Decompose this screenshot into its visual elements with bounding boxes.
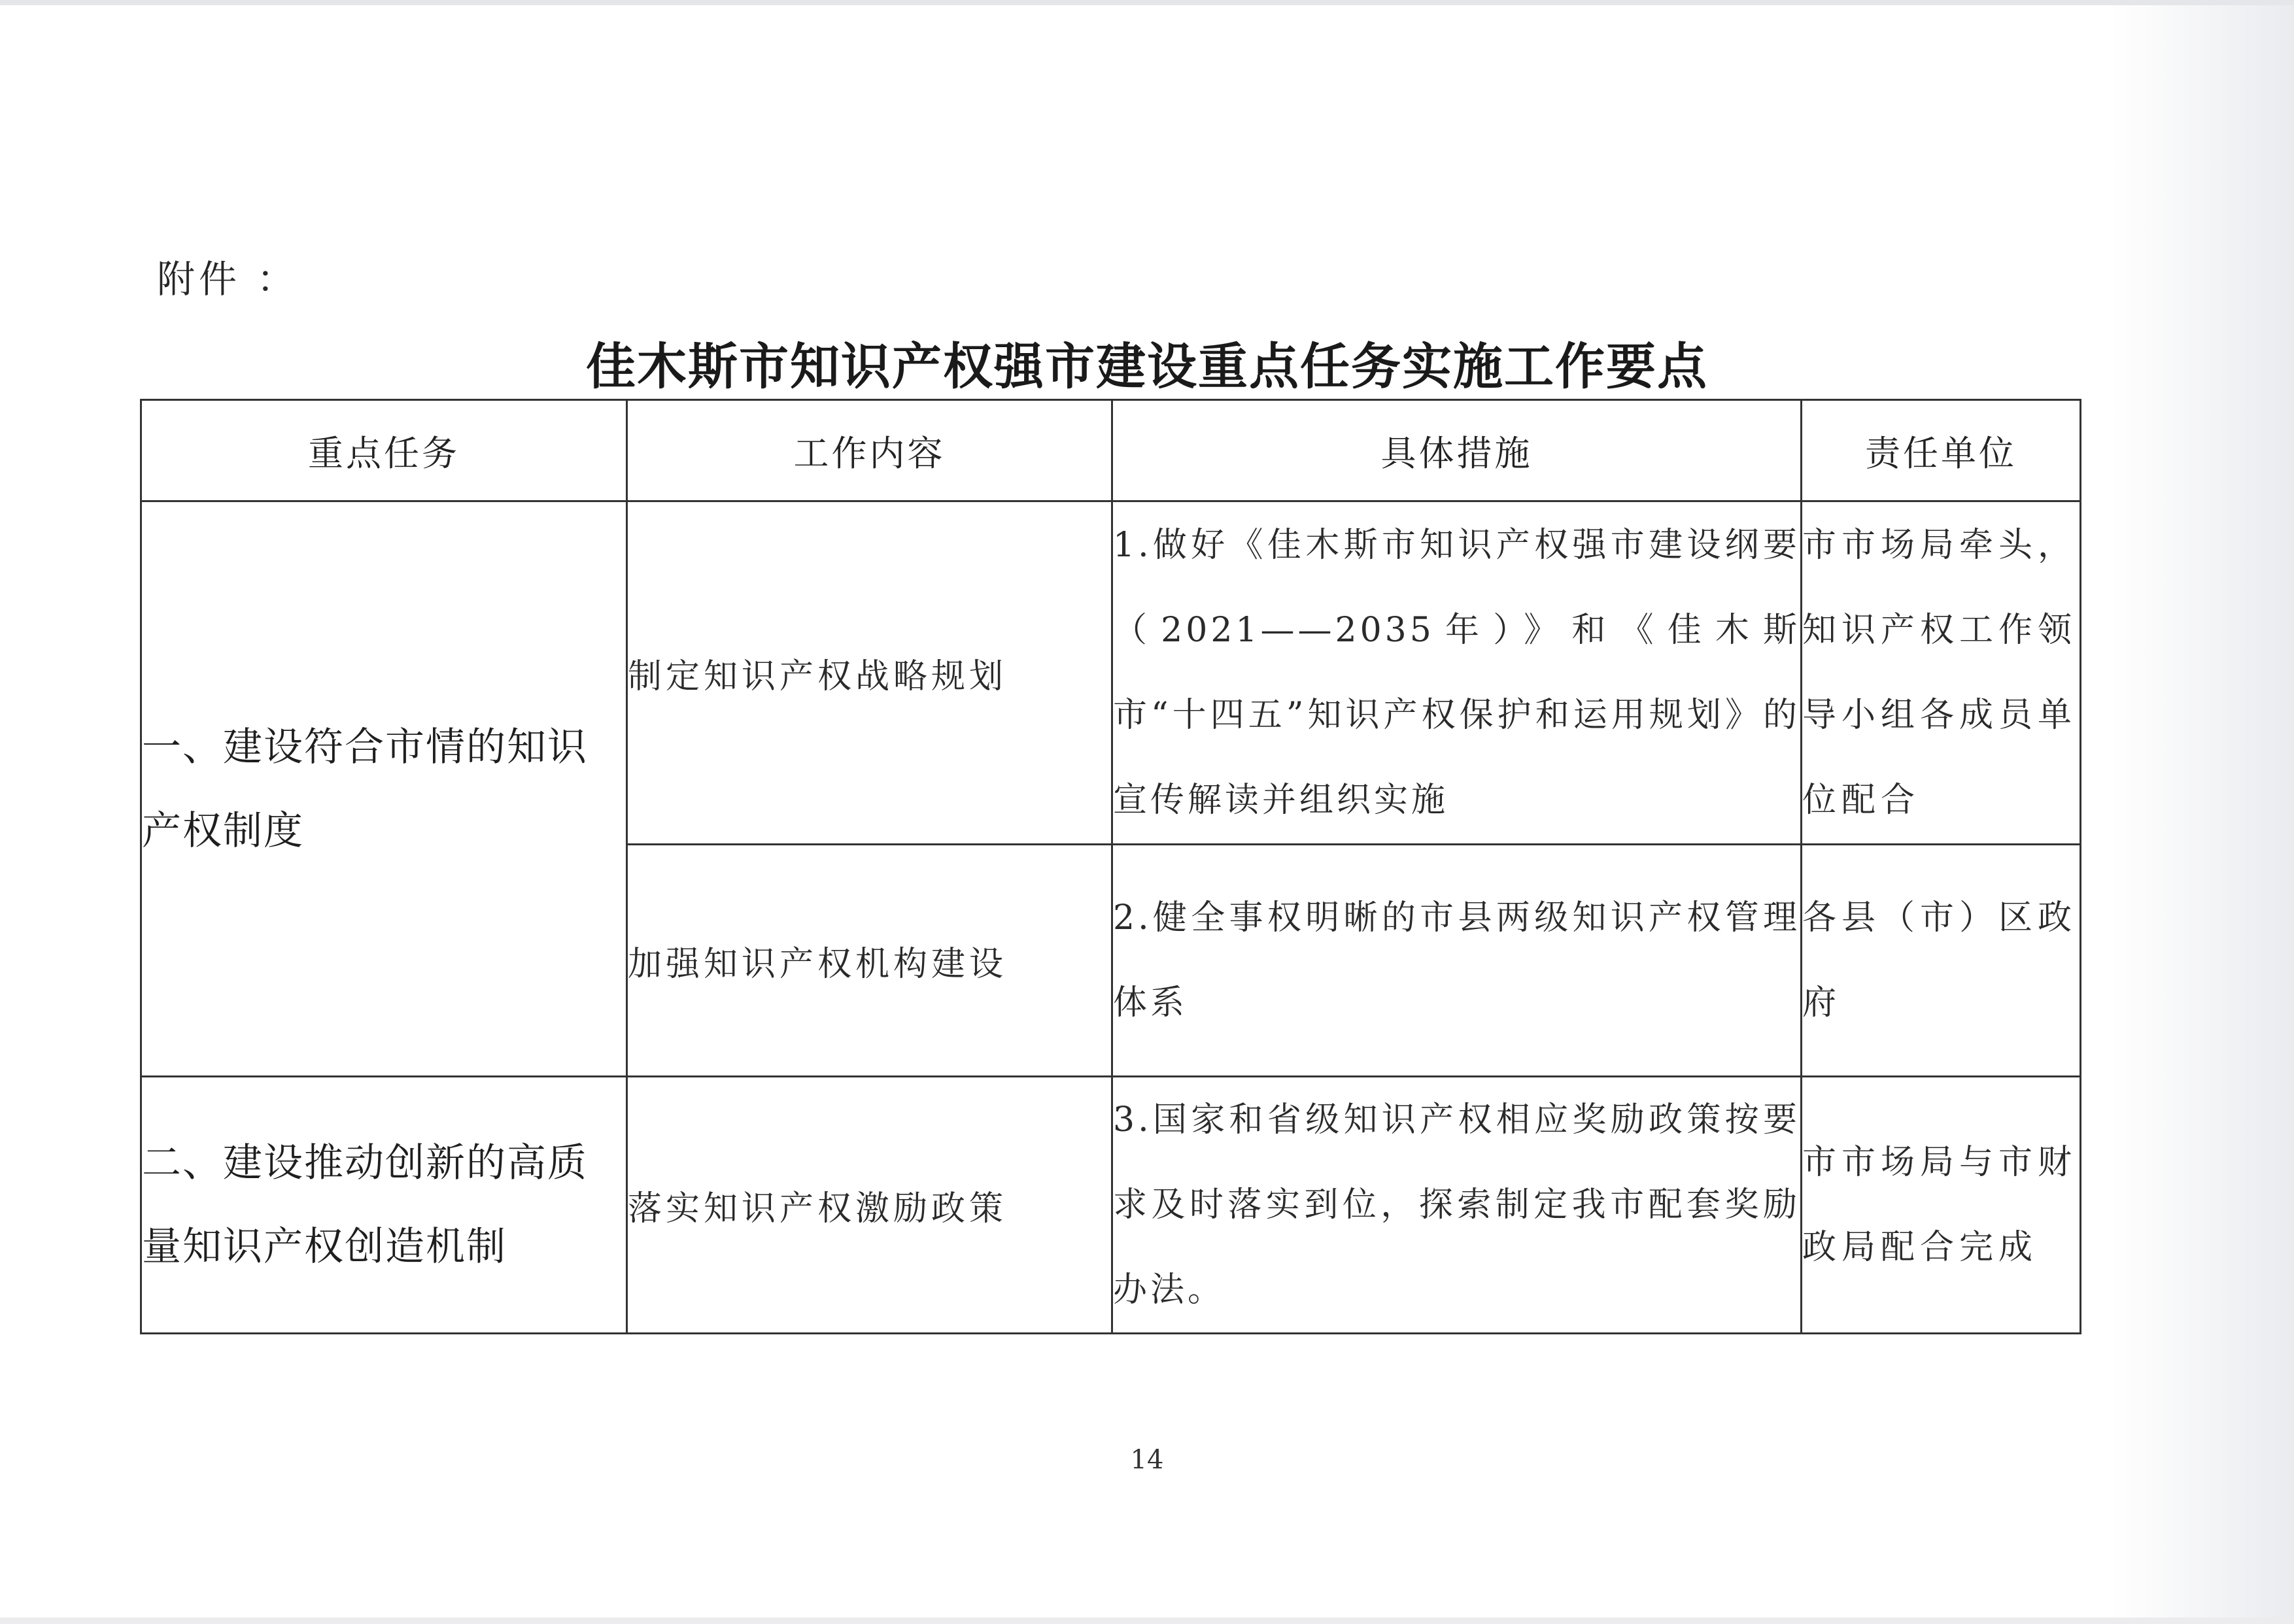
key-task-cell: 二、建设推动创新的高质量知识产权创造机制	[141, 1077, 627, 1334]
responsible-unit-cell: 各县（市）区政府	[1802, 845, 2081, 1077]
task-table	[140, 399, 2081, 1334]
scan-edge-top	[0, 0, 2294, 5]
work-content-cell: 制定知识产权战略规划	[627, 501, 1112, 845]
table-header-row	[141, 400, 2081, 501]
attachment-label: 附件 ：	[157, 257, 299, 301]
key-task-cell: 一、建设符合市情的知识产权制度	[141, 501, 627, 1077]
table-row	[141, 501, 2081, 845]
column-header-key-task: 重点任务	[141, 400, 627, 501]
work-content-cell: 落实知识产权激励政策	[627, 1077, 1112, 1334]
responsible-unit-cell: 市市场局与市财政局配合完成	[1802, 1077, 2081, 1334]
specific-measure-cell: 3.国家和省级知识产权相应奖励政策按要求及时落实到位，探索制定我市配套奖励办法。	[1112, 1077, 1802, 1334]
specific-measure-cell: 2.健全事权明晰的市县两级知识产权管理体系	[1112, 845, 1802, 1077]
table-row	[141, 1077, 2081, 1334]
document-title: 佳木斯市知识产权强市建设重点任务实施工作要点	[586, 337, 1708, 396]
column-header-responsible-unit: 责任单位	[1802, 400, 2081, 501]
column-header-work-content: 工作内容	[627, 400, 1112, 501]
specific-measure-cell: 1.做好《佳木斯市知识产权强市建设纲要（2021——2035年）》和《佳木斯市“十四五”知识产权保护和运用规划》的宣传解读并组织实施	[1112, 501, 1802, 845]
responsible-unit-cell: 市市场局牵头，知识产权工作领导小组各成员单位配合	[1802, 501, 2081, 845]
column-header-specific-measures: 具体措施	[1112, 400, 1802, 501]
page-number: 14	[1130, 1445, 1164, 1475]
work-content-cell: 加强知识产权机构建设	[627, 845, 1112, 1077]
scan-edge-bottom	[0, 1617, 2294, 1624]
